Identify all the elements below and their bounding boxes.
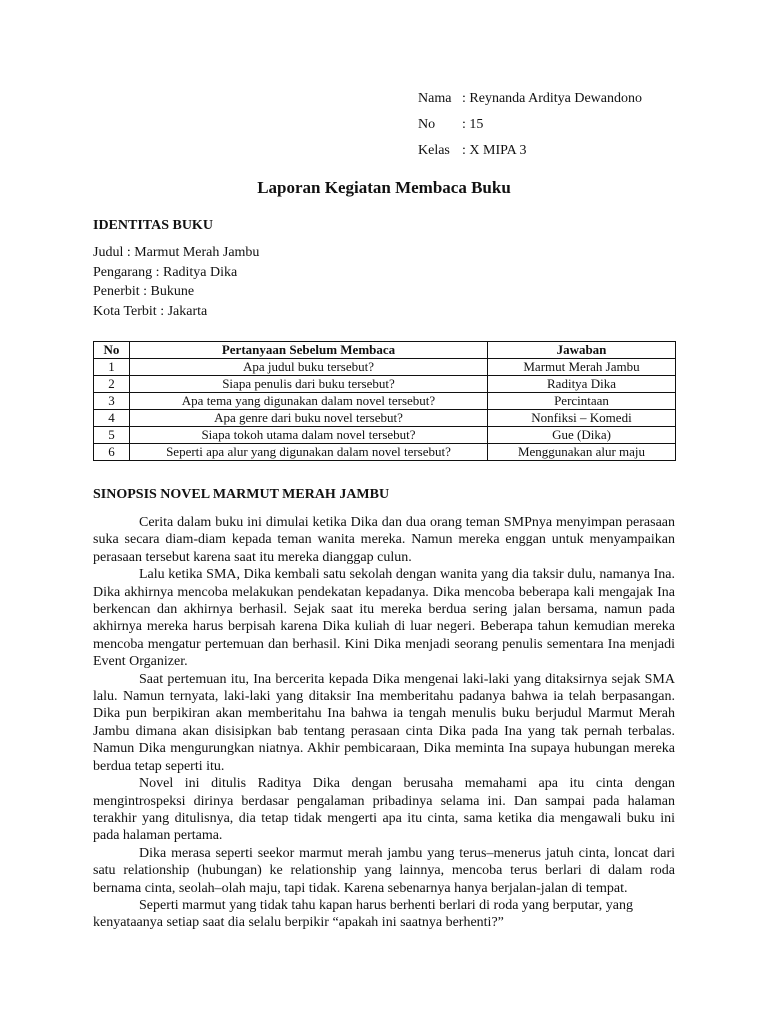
row-answer: Nonfiksi – Komedi: [488, 410, 676, 427]
table-header-row: [94, 342, 676, 359]
page-title: Laporan Kegiatan Membaca Buku: [257, 178, 511, 197]
row-answer: Marmut Merah Jambu: [488, 359, 676, 376]
book-title-line: Judul : Marmut Merah Jambu: [93, 245, 260, 260]
row-answer: Gue (Dika): [488, 427, 676, 444]
synopsis-paragraph: Dika merasa seperti seekor marmut merah jambu yang terus–menerus jatuh cinta, loncat dari satu relationship (hubungan) ke relationship yang lainnya, mencoba terus berlari di dalam roda bernama cinta, seolah–olah maju, tapi tidak. Karena sebenarnya hanya berjalan-jalan di tempat.: [93, 845, 675, 896]
row-answer: Raditya Dika: [488, 376, 676, 393]
name-value: : Reynanda Arditya Dewandono: [462, 91, 643, 106]
name-label: Nama: [418, 91, 452, 106]
class-label: Kelas: [418, 143, 450, 158]
book-publisher-line: Penerbit : Bukune: [93, 284, 195, 299]
synopsis-body: [93, 514, 675, 932]
synopsis-paragraph: Saat pertemuan itu, Ina bercerita kepada Dika mengenai laki-laki yang ditaksirnya sejak SMA lalu. Namun ternyata, laki-laki yang ditaksir Ina memberitahu padanya bahwa ia telah berpasangan. Dika pun berpikiran akan memberitahu Ina bahwa ia tengah menulis buku berjudul Marmut Merah Jambu dimana akan disisipkan bab tentang perasaan cinta Dika pada Ina yang tak pernah terbalas. Namun Dika mengurungkan niatnya. Akhir pembicaraan, Dika meminta Ina supaya hubungan mereka berdua tetap seperti itu.: [93, 671, 675, 774]
book-author-line: Pengarang : Raditya Dika: [93, 264, 238, 280]
synopsis-paragraph: Cerita dalam buku ini dimulai ketika Dika dan dua orang teman SMPnya menyimpan perasaan suka secara diam-diam kepada teman wanita mereka. Namun mereka enggan untuk menyampaikan perasaan tersebut karena saat itu mereka dianggap culun.: [93, 515, 675, 565]
row-question: Apa tema yang digunakan dalam novel tersebut?: [130, 393, 488, 410]
number-label: No: [418, 117, 436, 132]
synopsis-paragraph: Novel ini ditulis Raditya Dika dengan berusaha memahami apa itu cinta dengan mengintrospeksi dirinya berdasar pengalaman pribadinya selama ini. Dan sampai pada halaman terakhir yang ditulisnya, dia tetap tidak mengerti apa itu cinta, sama ketika dia mengawali buku ini pada halaman pertama.: [93, 776, 675, 844]
table-row: [94, 393, 676, 410]
table-row: [94, 359, 676, 376]
student-name-row: [418, 86, 642, 112]
identity-heading: IDENTITAS BUKU: [93, 218, 213, 233]
table-row: [94, 410, 676, 427]
row-number: 2: [94, 376, 130, 393]
row-question: Siapa tokoh utama dalam novel tersebut?: [130, 427, 488, 444]
questions-table: [93, 341, 676, 461]
row-number: 1: [94, 359, 130, 376]
class-value: : X MIPA 3: [462, 143, 527, 158]
row-number: 3: [94, 393, 130, 410]
synopsis-paragraph: Seperti marmut yang tidak tahu kapan harus berhenti berlari di roda yang berputar, yang kenyataanya setiap saat dia selalu berpikir “apakah ini saatnya berhenti?”: [93, 897, 633, 931]
table-row: [94, 427, 676, 444]
student-number-row: [418, 112, 642, 138]
row-number: 5: [94, 427, 130, 444]
header-no: No: [94, 342, 130, 359]
header-answer: Jawaban: [488, 342, 676, 359]
student-info: [418, 86, 642, 164]
row-question: Apa genre dari buku novel tersebut?: [130, 410, 488, 427]
row-answer: Menggunakan alur maju: [488, 444, 676, 461]
table-row: [94, 376, 676, 393]
row-number: 6: [94, 444, 130, 461]
synopsis-heading: SINOPSIS NOVEL MARMUT MERAH JAMBU: [93, 487, 390, 502]
table-row: [94, 444, 676, 461]
book-identity: [93, 243, 259, 321]
row-question: Siapa penulis dari buku tersebut?: [130, 376, 488, 393]
number-value: : 15: [462, 117, 484, 132]
synopsis-paragraph: Lalu ketika SMA, Dika kembali satu sekolah dengan wanita yang dia taksir dulu, namanya Ina. Dika akhirnya mencoba melakukan pendekatan kepadanya. Dika mencoba beberapa kali mengajak Ina berkencan dan akhirnya berhasil. Sejak saat itu mereka berdua sering jalan bersama, namun pada akhirnya mereka harus berpisah karena Dika kuliah di luar negeri. Beberapa tahun kemudian mereka mencoba mengatur pertemuan dan berhasil. Kini Dika menjadi seorang penulis sementara Ina menjadi Event Organizer.: [93, 567, 675, 670]
row-answer: Percintaan: [488, 393, 676, 410]
header-question: Pertanyaan Sebelum Membaca: [130, 342, 488, 359]
row-question: Apa judul buku tersebut?: [130, 359, 488, 376]
row-number: 4: [94, 410, 130, 427]
book-city-line: Kota Terbit : Jakarta: [93, 303, 208, 319]
student-class-row: [418, 138, 642, 164]
row-question: Seperti apa alur yang digunakan dalam novel tersebut?: [130, 444, 488, 461]
